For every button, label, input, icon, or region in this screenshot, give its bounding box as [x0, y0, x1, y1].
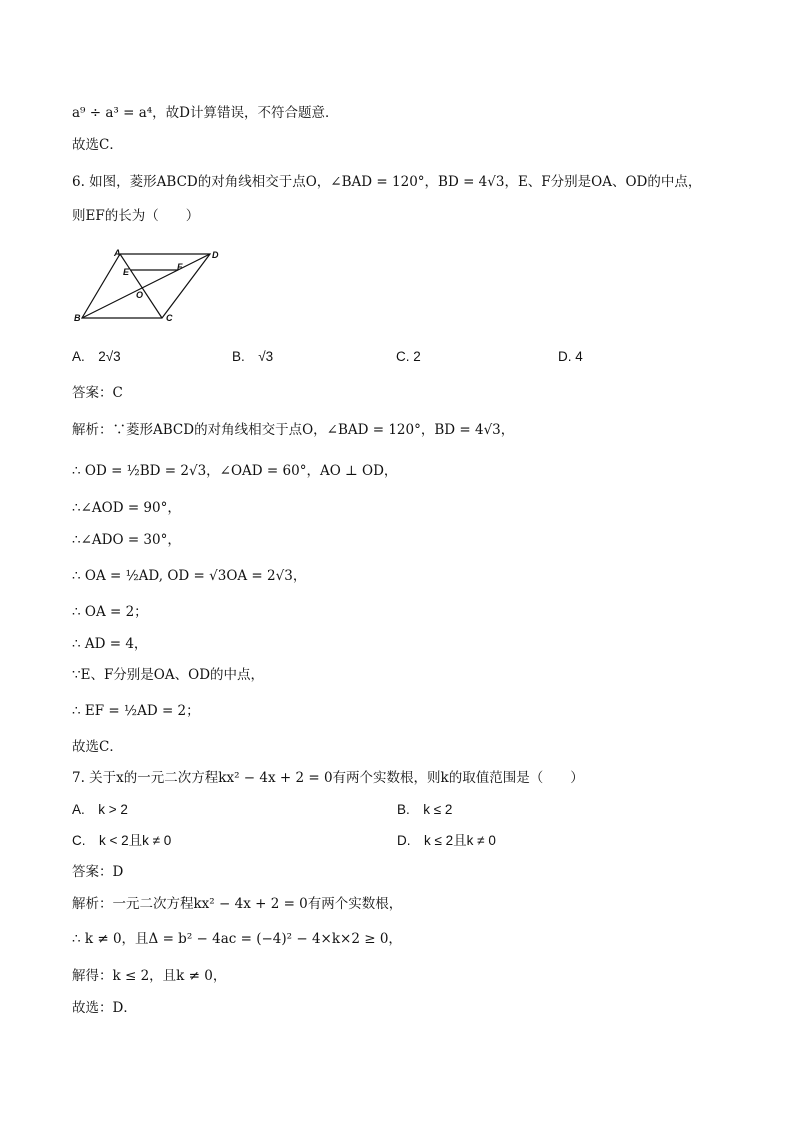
q7-answer: 答案：D [72, 864, 124, 880]
q7-solution-2: ∴ k ≠ 0，且Δ = b² − 4ac = (−4)² − 4×k×2 ≥ 0， [72, 931, 402, 947]
label-e: E [123, 267, 130, 277]
q6-solution-1: 解析：∵菱形ABCD的对角线相交于点O，∠BAD = 120°，BD = 4√3， [72, 422, 515, 438]
q6-option-b: B. √3 [232, 349, 274, 364]
q6-option-d: D. 4 [558, 349, 583, 364]
q7-solution-1: 解析：一元二次方程kx² − 4x + 2 = 0有两个实数根， [72, 896, 403, 912]
question-7-stem: 7. 关于x的一元二次方程kx² − 4x + 2 = 0有两个实数根，则k的取值范围是（ ） [72, 770, 584, 786]
q6-answer: 答案：C [72, 385, 123, 401]
q6-option-a: A. 2√3 [72, 349, 121, 364]
q6-solution-7: ∴ AD = 4， [72, 636, 148, 652]
label-d: D [212, 250, 219, 260]
q7-option-d: D. k ≤ 2且k ≠ 0 [397, 833, 496, 848]
q6-solution-3: ∴∠AOD = 90°， [72, 500, 181, 516]
rhombus-figure [74, 248, 222, 326]
label-a: A [114, 248, 121, 258]
q7-option-b: B. k ≤ 2 [397, 802, 453, 817]
q6-solution-8: ∵E、F分别是OA、OD的中点， [72, 667, 265, 683]
q7-solution-3: 解得：k ≤ 2，且k ≠ 0， [72, 968, 227, 984]
q6-solution-5: ∴ OA = ½AD, OD = √3OA = 2√3， [72, 568, 307, 584]
q7-option-a: A. k > 2 [72, 802, 128, 817]
question-6-stem-cont: 则EF的长为（ ） [72, 208, 200, 224]
q7-solution-4: 故选：D． [72, 1000, 137, 1016]
prev-answer-line: 故选C． [72, 137, 123, 153]
q6-option-c: C. 2 [396, 349, 421, 364]
q6-solution-4: ∴∠ADO = 30°， [72, 532, 181, 548]
q7-option-c: C. k < 2且k ≠ 0 [72, 833, 172, 848]
q6-solution-10: 故选C． [72, 739, 123, 755]
q6-solution-9: ∴ EF = ½AD = 2； [72, 703, 200, 719]
q6-solution-6: ∴ OA = 2； [72, 604, 148, 620]
diagonal-ac [120, 254, 162, 318]
prev-solution-line: a⁹ ÷ a³ = a⁴，故D计算错误，不符合题意． [72, 105, 339, 121]
question-6-stem: 6. 如图，菱形ABCD的对角线相交于点O，∠BAD = 120°，BD = 4√3，E、F分别是OA、OD的中点， [72, 174, 702, 190]
label-f: F [177, 262, 183, 272]
q6-solution-2: ∴ OD = ½BD = 2√3，∠OAD = 60°，AO ⊥ OD， [72, 463, 398, 479]
label-c: C [166, 313, 173, 323]
label-b: B [74, 313, 81, 323]
label-o: O [136, 290, 144, 300]
